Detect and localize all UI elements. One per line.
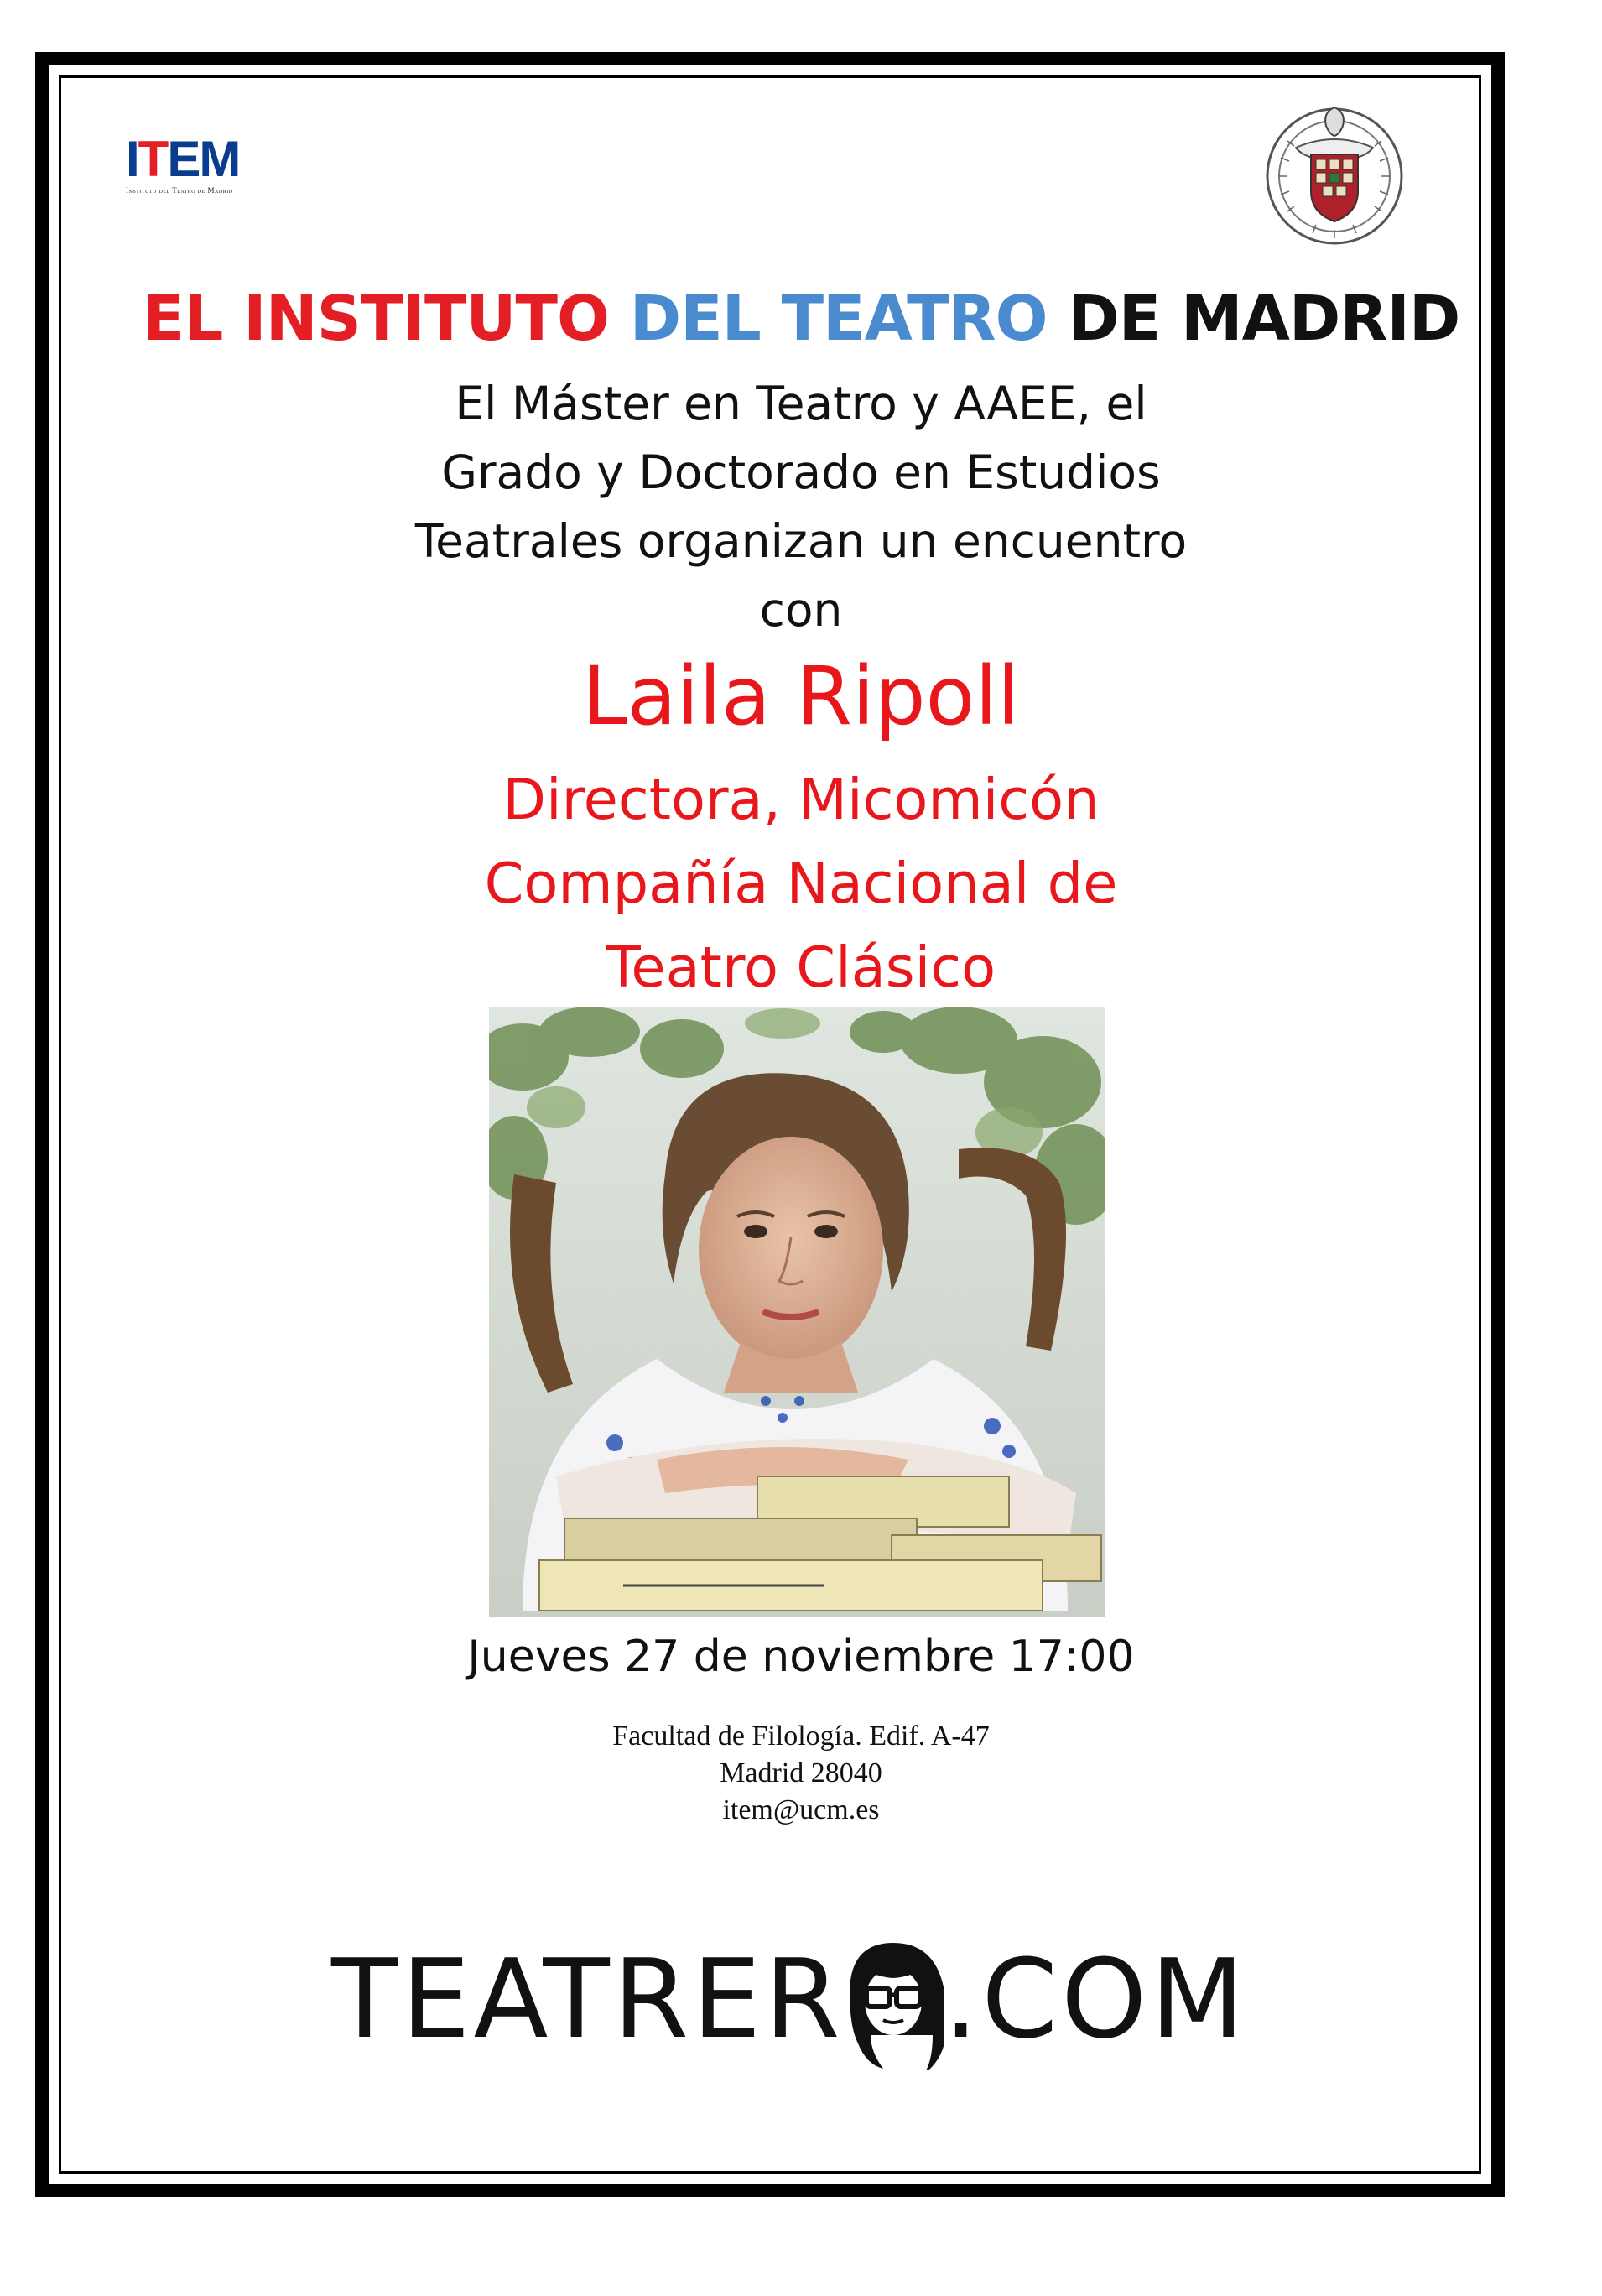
guest-role-line-2: Compañía Nacional de	[484, 851, 1118, 916]
address-line-1: Facultad de Filología. Edif. A-47	[612, 1721, 990, 1752]
intro-line-1: El Máster en Teatro y AAEE, el	[455, 377, 1147, 430]
event-date: Jueves 27 de noviembre 17:00	[467, 1632, 1135, 1682]
teatrero-text-right: .COM	[944, 1935, 1248, 2063]
title-part-instituto: EL INSTITUTO	[142, 283, 609, 355]
address-line-2: Madrid 28040	[720, 1757, 882, 1788]
page-title	[0, 284, 1602, 354]
item-letter-t: T	[138, 131, 168, 187]
item-logo-letters	[126, 131, 268, 187]
title-part-teatro: DEL TEATRO	[629, 283, 1048, 355]
guest-name: Laila Ripoll	[582, 649, 1020, 743]
glasses-face-icon	[843, 1936, 944, 2070]
item-letter-e: E	[167, 131, 200, 187]
intro-line-4: con	[759, 583, 843, 637]
item-letter-m: M	[199, 131, 240, 187]
teatrero-logo	[331, 1928, 1248, 2070]
item-letter-i: I	[126, 131, 138, 187]
intro-text	[0, 369, 1602, 644]
contact-email[interactable]: item@ucm.es	[722, 1794, 880, 1825]
guest-role-line-3: Teatro Clásico	[606, 935, 996, 1000]
teatrero-text-left: TEATRER	[331, 1935, 844, 2063]
event-address	[0, 1718, 1602, 1829]
item-logo-subtitle: Instituto del Teatro de Madrid	[126, 186, 233, 195]
item-logo	[126, 131, 268, 195]
guest-photo	[489, 1007, 1105, 1617]
intro-line-3: Teatrales organizan un encuentro	[414, 514, 1188, 568]
intro-line-2: Grado y Doctorado en Estudios	[441, 445, 1161, 499]
title-part-madrid: DE MADRID	[1068, 283, 1460, 355]
guest-role-line-1: Directora, Micomicón	[502, 767, 1100, 832]
university-crest-icon	[1262, 99, 1407, 250]
guest-role	[0, 758, 1602, 1009]
